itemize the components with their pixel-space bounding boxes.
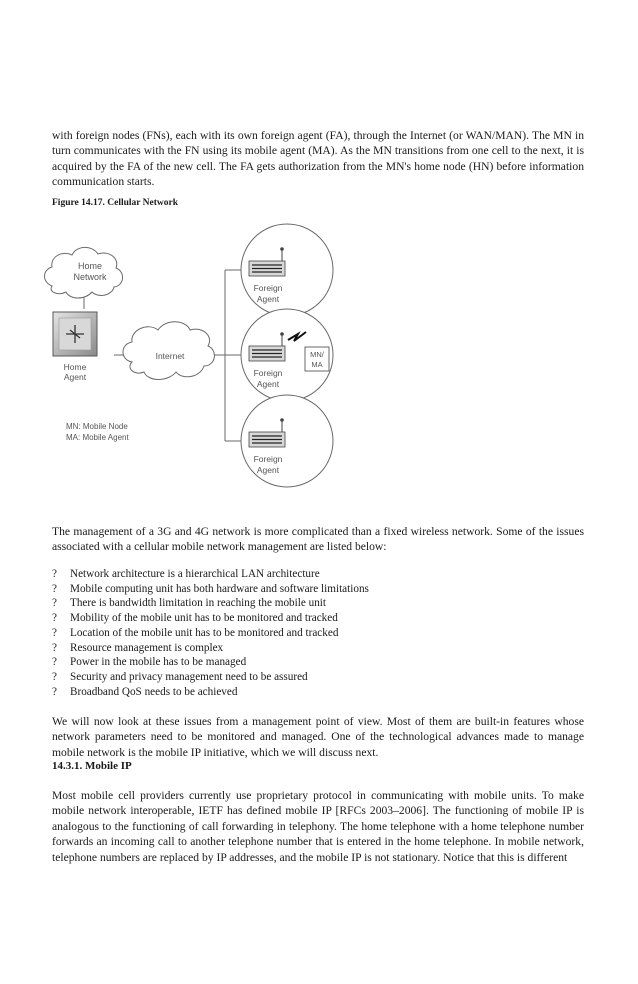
issue-item: [52, 685, 369, 700]
bullet-marker: ?: [52, 582, 57, 595]
cell-foreign-agent-3: [241, 395, 333, 487]
home-network-cloud: [45, 247, 123, 298]
issue-text: Resource management is complex: [70, 641, 224, 654]
bullet-marker: ?: [52, 612, 57, 625]
bullet-marker: ?: [52, 568, 57, 580]
issues-list: [52, 567, 369, 699]
issue-text: Security and privacy management need to be assured: [70, 670, 308, 683]
paragraph-mobile-ip: Most mobile cell providers currently use proprietary protocol in communicating with mobile units. To make mobile network interoperable, IETF has defined mobile IP [RFCs 2003–2006]. The functioning of mobile IP is analogous to the functioning of call forwarding in telephony. The home telephone with a home telephone number forwards an incoming call to another telephone number that is entered in the home telephone. In mobile network, telephone numbers are replaced by IP addresses, and the mobile IP is not stationary. Notice that this is different: [52, 789, 584, 864]
paragraph-management: The management of a 3G and 4G network is more complicated than a fixed wireless network. Some of the issues associated with a cellular mobile network management are listed below:: [52, 525, 584, 554]
cell-foreign-agent-2: [241, 309, 333, 401]
internet-cloud: [123, 322, 214, 380]
issue-item: [52, 655, 369, 670]
issue-item: [52, 567, 369, 582]
foreign-agent-1-label-2: Agent: [256, 294, 280, 304]
paragraph-intro: with foreign nodes (FNs), each with its own foreign agent (FA), through the Internet (or WAN/MAN). The MN in turn communicates with the FN using its mobile agent (MA). As the MN transitions from one cell to the next, it is acquired by the FA of the new cell. The FA gets authorization from the MN's home node (HN) before information communication starts.: [52, 129, 584, 189]
bullet-marker: ?: [52, 641, 57, 654]
cellular-network-figure: [30, 212, 350, 512]
bullet-marker: ?: [52, 670, 57, 683]
figure-caption: Figure 14.17. Cellular Network: [52, 198, 179, 208]
mn-label: MN/: [310, 350, 324, 359]
paragraph-issues-view: We will now look at these issues from a management point of view. Most of them are built-in features whose network parameters need to be monitored and managed. One of the technological advances made to manage mobile network is the mobile IP initiative, which we will discuss next.: [52, 715, 584, 759]
home-agent-label-2: Agent: [63, 372, 87, 382]
legend-ma: MA: Mobile Agent: [66, 433, 129, 442]
internet-label: Internet: [155, 351, 185, 361]
home-network-label-2: Network: [73, 272, 107, 282]
home-agent-device: [53, 312, 97, 382]
issue-item: [52, 626, 369, 641]
foreign-agent-3-label-1: Foreign: [253, 454, 283, 464]
bullet-marker: ?: [52, 656, 57, 669]
ma-label: MA: [311, 360, 323, 369]
issue-text: Location of the mobile unit has to be monitored and tracked: [70, 626, 339, 639]
issue-text: Power in the mobile has to be managed: [70, 656, 247, 669]
issue-item: [52, 611, 369, 626]
section-heading: 14.3.1. Mobile IP: [52, 760, 132, 772]
foreign-agent-2-label-2: Agent: [256, 379, 280, 389]
foreign-agent-3-label-2: Agent: [256, 465, 280, 475]
bullet-marker: ?: [52, 597, 57, 610]
issue-text: Broadband QoS needs to be achieved: [70, 685, 238, 698]
issue-item: [52, 641, 369, 656]
legend-mn: MN: Mobile Node: [66, 422, 128, 431]
issue-item: [52, 596, 369, 611]
bullet-marker: ?: [52, 626, 57, 639]
bullet-marker: ?: [52, 685, 57, 698]
issue-text: Network architecture is a hierarchical LAN architecture: [70, 568, 320, 580]
cell-foreign-agent-1: [241, 224, 333, 316]
issue-item: [52, 582, 369, 597]
issue-text: Mobile computing unit has both hardware and software limitations: [70, 582, 369, 595]
issue-item: [52, 670, 369, 685]
foreign-agent-2-label-1: Foreign: [253, 368, 283, 378]
home-network-label-1: Home: [77, 261, 103, 271]
issue-text: There is bandwidth limitation in reaching the mobile unit: [70, 597, 327, 610]
foreign-agent-1-label-1: Foreign: [253, 283, 283, 293]
issue-text: Mobility of the mobile unit has to be monitored and tracked: [70, 612, 338, 625]
home-agent-label-1: Home: [63, 362, 87, 372]
